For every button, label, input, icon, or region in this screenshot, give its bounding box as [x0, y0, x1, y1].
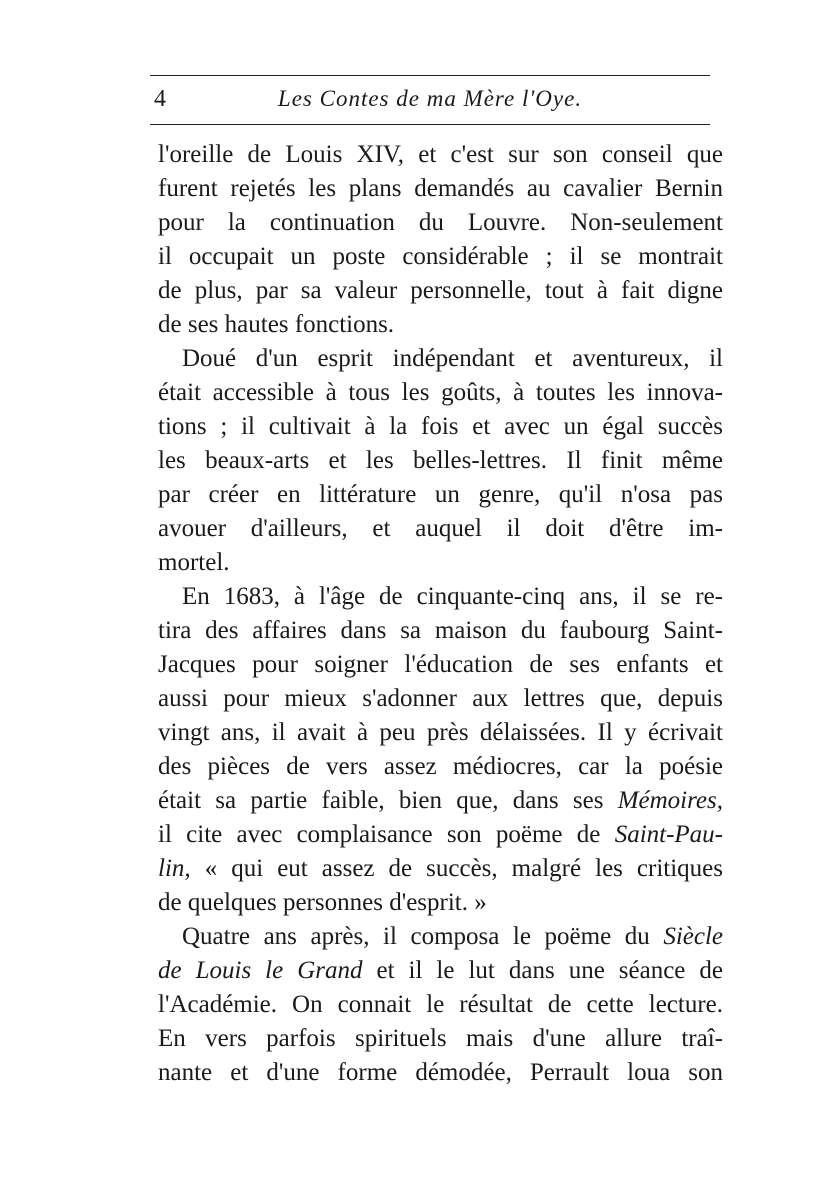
body-text	[158, 138, 723, 1090]
text-line: l'Académie. On connait le résultat de cette lecture.	[158, 991, 723, 1018]
text-segment: était sa partie faible, bien que, dans ses	[158, 787, 604, 814]
italic-title-saint-paulin: Saint-Pau-	[614, 821, 724, 848]
text-line: de quelques personnes d'esprit. »	[158, 889, 487, 916]
text-line: était accessible à tous les goûts, à toutes les innova-	[158, 379, 723, 406]
text-line	[158, 954, 723, 988]
text-line: Jacques pour soigner l'éducation de ses enfants et	[158, 651, 723, 678]
text-line: mortel.	[158, 549, 230, 576]
italic-title-louis-le-grand: de Louis le Grand	[158, 957, 363, 984]
text-line: nante et d'une forme démodée, Perrault loua son	[158, 1059, 723, 1086]
text-segment: et il le lut dans une séance de	[376, 957, 723, 984]
text-line: aussi pour mieux s'adonner aux lettres que, depuis	[158, 685, 723, 712]
header-top-rule	[150, 75, 710, 76]
italic-title-siecle: Siècle	[663, 923, 724, 950]
text-line: de plus, par sa valeur personnelle, tout à fait digne	[158, 277, 723, 304]
text-line: les beaux-arts et les belles-lettres. Il finit même	[158, 447, 723, 474]
italic-title-saint-paulin-end: lin,	[158, 855, 191, 882]
text-line: tira des affaires dans sa maison du faubourg Saint-	[158, 617, 723, 644]
running-header	[150, 84, 710, 118]
text-line: l'oreille de Louis XIV, et c'est sur son conseil que	[158, 141, 723, 168]
italic-title-memoires: Mémoires,	[617, 787, 723, 814]
text-line	[158, 818, 723, 852]
text-line: En vers parfois spirituels mais d'une allure traî-	[158, 1025, 723, 1052]
text-line: avouer d'ailleurs, et auquel il doit d'être im-	[158, 515, 723, 542]
text-line: des pièces de vers assez médiocres, car la poésie	[158, 753, 723, 780]
header-bottom-rule	[150, 124, 710, 125]
text-line: il occupait un poste considérable ; il se montrait	[158, 243, 723, 270]
running-title: Les Contes de ma Mère l'Oye.	[277, 86, 583, 111]
text-segment: Quatre ans après, il composa le poëme du	[182, 923, 650, 950]
text-line	[158, 852, 723, 886]
text-line: pour la continuation du Louvre. Non-seulement	[158, 209, 723, 236]
text-segment: « qui eut assez de succès, malgré les critiques	[204, 855, 724, 882]
page-number: 4	[154, 86, 166, 112]
text-line: En 1683, à l'âge de cinquante-cinq ans, il se re-	[182, 583, 723, 610]
text-line	[158, 784, 723, 818]
text-line: par créer en littérature un genre, qu'il n'osa pas	[158, 481, 723, 508]
text-segment: il cite avec complaisance son poëme de	[158, 821, 601, 848]
text-line: Doué d'un esprit indépendant et aventureux, il	[182, 345, 723, 372]
text-line: vingt ans, il avait à peu près délaissées. Il y écrivait	[158, 719, 723, 746]
text-line	[158, 920, 723, 954]
text-line: furent rejetés les plans demandés au cavalier Bernin	[158, 175, 723, 202]
text-line: tions ; il cultivait à la fois et avec un égal succès	[158, 413, 723, 440]
text-line: de ses hautes fonctions.	[158, 311, 395, 338]
